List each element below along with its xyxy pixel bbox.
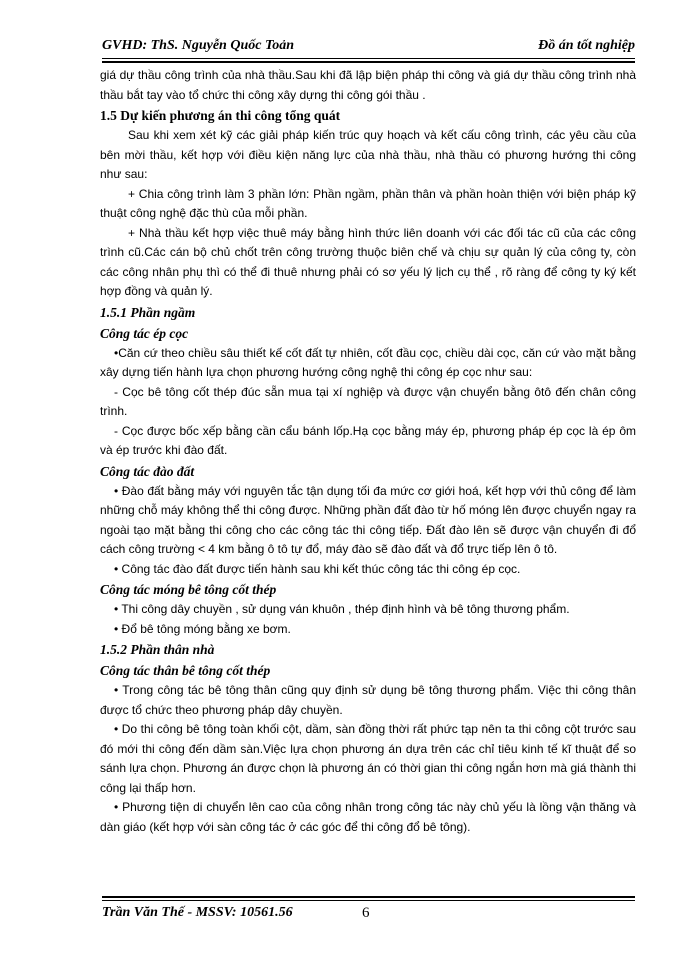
page-footer [102,905,635,925]
paragraph-dash-coc-2: - Cọc được bốc xếp bằng cần cẩu bánh lốp.Hạ cọc bằng máy ép, phương pháp ép cọc là ép ôm và ép trước khi đào đất. [100,423,636,457]
heading-1-5-1: 1.5.1 Phần ngầm [100,304,196,320]
subheading-than: Công tác thân bê tông cốt thép [100,663,271,678]
page-body [100,66,636,837]
subheading-ep-coc: Công tác ép cọc [100,325,189,341]
paragraph-plus-1: + Chia công trình làm 3 phần lớn: Phần ngầm, phần thân và phần hoàn thiện với biện pháp kỹ thuật công nghệ đặc thù của mỗi phần. [100,186,636,220]
header-supervisor: GVHD: ThS. Nguyễn Quốc Toản [102,38,295,53]
paragraph-dash-coc-1: - Cọc bê tông cốt thép đúc sẵn mua tại xí nghiệp và được vận chuyển bằng ôtô đến chân công trình. [100,384,636,418]
paragraph-bullet-than-1: • Trong công tác bê tông thân cũng quy định sử dụng bê tông thương phẩm. Việc thi công thân được tổ chức theo phương pháp dây chuyền. [100,683,636,717]
paragraph-bullet-dao-dat-2: • Công tác đào đất được tiến hành sau khi kết thúc công tác thi công ép cọc. [114,561,521,576]
subheading-dao-dat: Công tác đào đất [100,463,195,479]
paragraph-bullet-mong-1: • Thi công dây chuyền , sử dụng ván khuôn , thép định hình và bê tông thương phẩm. [114,602,570,616]
page-header [102,38,635,58]
header-rule-thin [102,58,635,59]
paragraph-continuation: giá dự thầu công trình của nhà thầu.Sau khi đã lập biện pháp thi công và giá dự thầu công trình nhà thầu bắt tay vào tổ chức thi công xây dựng thi công gói thầu . [100,68,636,102]
heading-1-5-2: 1.5.2 Phần thân nhà [100,642,215,657]
header-document-type: Đồ án tốt nghiệp [538,38,635,53]
paragraph-bullet-can-cu: •Căn cứ theo chiều sâu thiết kế cốt đất tự nhiên, cốt đầu cọc, chiều dài cọc, căn cứ vào mặt bằng xây dựng tiến hành lựa chọn phương hướng công nghệ thi công ép cọc như sau: [100,345,636,379]
page-number: 6 [362,905,370,921]
footer-author: Trần Văn Thế - MSSV: 10561.56 [102,905,293,920]
footer-rule-thick [102,896,635,898]
paragraph-bullet-mong-2: • Đổ bê tông móng bằng xe bơm. [114,621,291,636]
paragraph-bullet-dao-dat: • Đào đất bằng máy với nguyên tắc tận dụng tối đa mức cơ giới hoá, kết hợp với thủ công để làm những chỗ máy không thể thi công được. Những phần đất đào từ hố móng lên được chuyển ngay ra ngoài tạo mặt bằng thi công cho các công tác thi công tiếp. Đất đào lên sẽ được vận chuyển đi đổ cách công trường < 4 km bằng ô tô tự đổ, máy đào sẽ đào đất và đổ trực tiếp lên ô tô. [100,483,636,556]
footer-rule-thin [102,900,635,901]
paragraph-bullet-than-3: • Phương tiện di chuyển lên cao của công nhân trong công tác này chủ yếu là lồng vận thăng và dàn giáo (kết hợp với sàn công tác ở các góc để thi công đổ bê tông). [100,800,636,834]
heading-1-5: 1.5 Dự kiến phương án thi công tổng quát [100,108,341,123]
header-rule-thick [102,61,635,63]
paragraph-bullet-than-2: • Do thi công bê tông toàn khối cột, dầm, sàn đồng thời rất phức tạp nên ta thi công cột trước sau đó mới thi công đến dầm sàn.Việc lựa chọn phương án dựa trên các chỉ tiêu kinh tế kĩ thuật để so sánh lựa chọn. Phương án được chọn là phương án có thời gian thi công ngắn hơn mà giá thành thi công lại thấp hơn. [100,722,636,795]
subheading-mong: Công tác móng bê tông cốt thép [100,582,277,597]
paragraph-plus-2: + Nhà thầu kết hợp việc thuê máy bằng hình thức liên doanh với các đối tác cũ của các công trình cũ.Các cán bộ chủ chốt trên công trường thuộc biên chế và chịu sự quản lý của công ty, còn các công nhân phụ thì có thể đi thuê nhưng phải có sơ yếu lý lịch cụ thể , rõ ràng để công ty ký kết hợp đồng và quản lý. [100,225,636,298]
paragraph-intro: Sau khi xem xét kỹ các giải pháp kiến trúc quy hoạch và kết cấu công trình, các yêu cầu của bên mời thầu, kết hợp với điều kiện năng lực của nhà thầu, nhà thầu có phương hướng thi công như sau: [100,128,636,181]
